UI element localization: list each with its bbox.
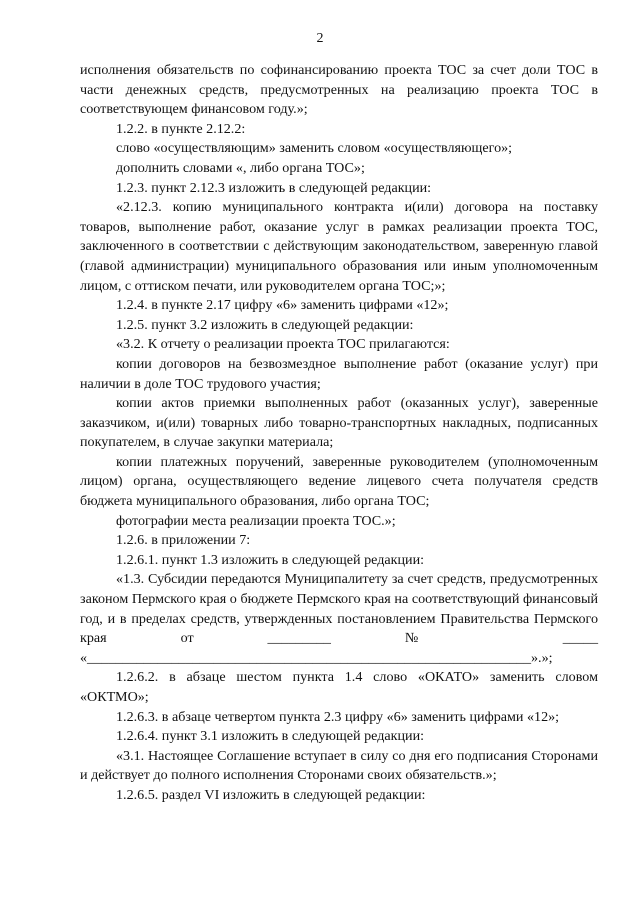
document-body: [80, 61, 598, 806]
paragraph: 1.2.6. в приложении 7:: [116, 532, 251, 549]
paragraph: 1.2.6.4. пункт 3.1 изложить в следующей редакции:: [116, 728, 425, 745]
paragraph: «3.2. К отчету о реализации проекта ТОС прилагаются:: [116, 336, 450, 353]
page-number: 2: [316, 31, 324, 46]
paragraph: 1.2.6.1. пункт 1.3 изложить в следующей редакции:: [116, 551, 425, 568]
paragraph: слово «осуществляющим» заменить словом «осуществляющего»;: [116, 140, 513, 157]
paragraph: «_______________________________________________________________».»;: [80, 649, 553, 666]
paragraph: 1.2.5. пункт 3.2 изложить в следующей редакции:: [116, 316, 414, 333]
paragraph: 1.2.2. в пункте 2.12.2:: [116, 120, 246, 137]
paragraph: исполнения обязательств по софинансированию проекта ТОС за счет доли ТОС в части денежных средств, предусмотренных на реализацию проекта ТОС в соответствующем финансовом году.»;: [80, 62, 598, 118]
paragraph: копии актов приемки выполненных работ (оказанных услуг), заверенные заказчиком, и(или) товарных либо товарно-транспортных накладных, подписанных покупателем, в случае закупки материала;: [80, 395, 598, 451]
paragraph: фотографии места реализации проекта ТОС.»;: [116, 512, 396, 529]
paragraph: 1.2.6.3. в абзаце четвертом пункта 2.3 цифру «6» заменить цифрами «12»;: [116, 708, 560, 725]
paragraph: 1.2.6.5. раздел VI изложить в следующей редакции:: [116, 786, 426, 803]
paragraph: «2.12.3. копию муниципального контракта и(или) договора на поставку товаров, выполнение работ, оказание услуг в рамках реализации проекта ТОС, заключенного в соответствии с действующим законодательством, заверенную главой (главой администрации) муниципального образования или иным уполномоченным лицом, с оттиском печати, или руководителем органа ТОС;»;: [80, 199, 598, 294]
paragraph: копии договоров на безвозмездное выполнение работ (оказание услуг) при наличии в доле ТОС трудового участия;: [80, 355, 598, 392]
paragraph: дополнить словами «, либо органа ТОС»;: [116, 159, 365, 176]
paragraph: «1.3. Субсидии передаются Муниципалитету за счет средств, предусмотренных законом Пермского края о бюджете Пермского края на соответствующий финансовый год, и в пределах средств, утвержденных постановлением Правительства Пермского края от _________ № _____: [80, 571, 598, 647]
paragraph: 1.2.3. пункт 2.12.3 изложить в следующей редакции:: [116, 179, 432, 196]
paragraph: копии платежных поручений, заверенные руководителем (уполномоченным лицом) органа, осуществляющего ведение лицевого счета получателя средств бюджета муниципального образования, либо органа ТОС;: [80, 453, 598, 510]
paragraph: «3.1. Настоящее Соглашение вступает в силу со дня его подписания Сторонами и действует до полного исполнения Сторонами своих обязательств.»;: [80, 747, 598, 784]
paragraph: 1.2.6.2. в абзаце шестом пункта 1.4 слово «ОКАТО» заменить словом «ОКТМО»;: [80, 669, 598, 705]
paragraph: 1.2.4. в пункте 2.17 цифру «6» заменить цифрами «12»;: [116, 297, 449, 314]
